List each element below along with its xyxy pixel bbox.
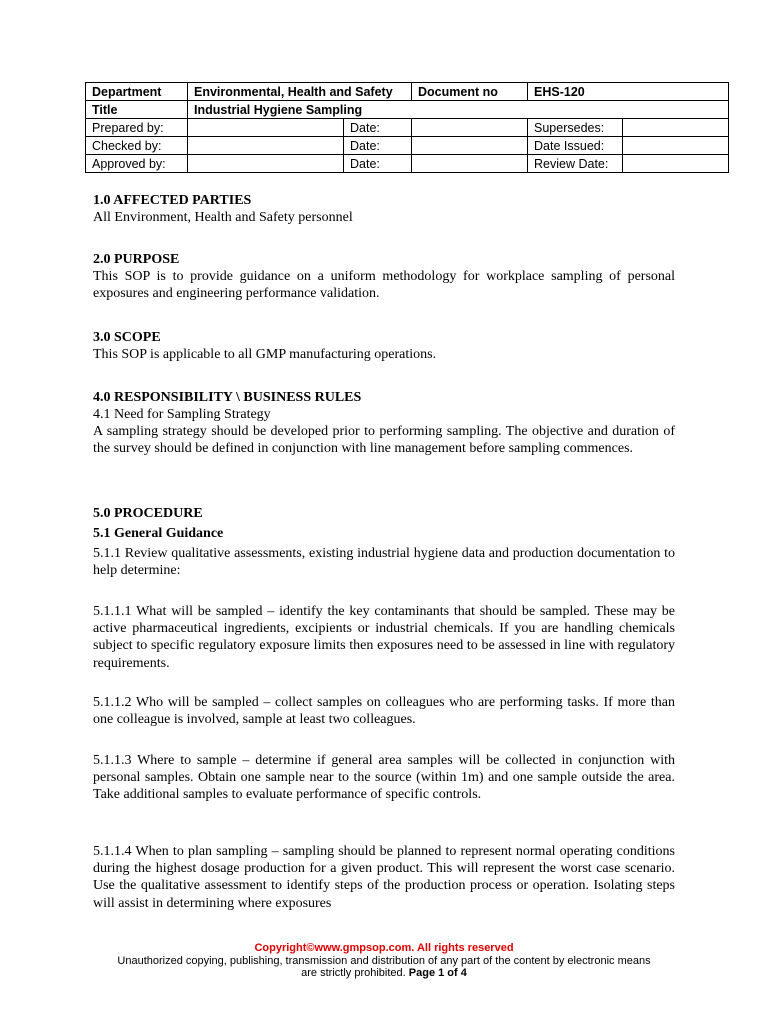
prepared-date-label: Date: (344, 119, 412, 137)
section-scope (93, 329, 675, 363)
supersedes-label: Supersedes: (528, 119, 623, 137)
date-issued-label: Date Issued: (528, 137, 623, 155)
document-header-table (85, 82, 729, 173)
header-row-approved (86, 155, 729, 173)
section-affected-parties (93, 192, 675, 226)
paragraph-5-1-1: 5.1.1 Review qualitative assessments, existing industrial hygiene data and production documentation to help determine: (93, 546, 675, 579)
paragraph-text: 5.1.1.4 When to plan sampling – sampling should be planned to represent normal operating conditions during the highest dosage production for a given product. This will represent the worst case scenario. Use the qualitative assessment to identify steps of the production process or operation. Isolating steps will assist in determining where exposures (93, 844, 675, 911)
paragraph-5-1-1-1 (93, 603, 675, 672)
section-heading: 4.0 RESPONSIBILITY \ BUSINESS RULES (93, 390, 362, 405)
subsection-heading: 5.1 General Guidance (93, 526, 224, 541)
copyright-warning-line-2 (60, 967, 708, 980)
header-row-prepared (86, 119, 729, 137)
header-row-checked (86, 137, 729, 155)
paragraph-text: 5.1.1.2 Who will be sampled – collect samples on colleagues who are performing tasks. If more than one colleague is involved, sample at least two colleagues. (93, 695, 675, 728)
approved-by-value (188, 155, 344, 173)
prepared-by-label: Prepared by: (86, 119, 188, 137)
prohibited-text: are strictly prohibited. (301, 967, 409, 979)
copyright-warning-line: Unauthorized copying, publishing, transmission and distribution of any part of the content by electronic means (117, 954, 651, 967)
header-row-department (86, 83, 729, 101)
supersedes-value (623, 119, 729, 137)
header-row-title (86, 101, 729, 119)
document-no-value: EHS-120 (528, 83, 729, 101)
review-date-value (623, 155, 729, 173)
paragraph-text: 5.1.1.3 Where to sample – determine if general area samples will be collected in conjunction with personal samples. Obtain one sample near to the source (within 1m) and one sample outside the area. Take additional samples to evaluate performance of specific controls. (93, 753, 675, 803)
checked-by-label: Checked by: (86, 137, 188, 155)
checked-date-value (412, 137, 528, 155)
prepared-by-value (188, 119, 344, 137)
paragraph-5-1-1-2 (93, 694, 675, 728)
approved-date-label: Date: (344, 155, 412, 173)
page-number: Page 1 of 4 (408, 967, 467, 979)
section-heading: 2.0 PURPOSE (93, 252, 180, 267)
section-text: This SOP is to provide guidance on a uniform methodology for workplace sampling of personal exposures and engineering performance validation. (93, 269, 675, 302)
section-responsibility (93, 389, 675, 458)
section-text: All Environment, Health and Safety personnel (93, 210, 353, 225)
section-text: A sampling strategy should be developed prior to performing sampling. The objective and duration of the survey should be defined in conjunction with line management before sampling commences. (93, 424, 675, 457)
paragraph-5-1-1-3 (93, 752, 675, 804)
approved-date-value (412, 155, 528, 173)
section-heading: 3.0 SCOPE (93, 330, 161, 345)
paragraph-5-1-1-4 (93, 843, 675, 912)
section-text: This SOP is applicable to all GMP manufacturing operations. (93, 347, 437, 362)
department-value: Environmental, Health and Safety (188, 83, 412, 101)
section-heading: 1.0 AFFECTED PARTIES (93, 193, 252, 208)
date-issued-value (623, 137, 729, 155)
title-value: Industrial Hygiene Sampling (188, 101, 729, 119)
paragraph-text: 5.1.1.1 What will be sampled – identify the key contaminants that should be sampled. These may be active pharmaceutical ingredients, excipients or industrial chemicals. If you are handling chemicals subject to specific regulatory exposure limits then exposures need to be assessed in line with regulatory requirements. (93, 604, 675, 671)
page-footer (60, 942, 708, 980)
checked-date-label: Date: (344, 137, 412, 155)
checked-by-value (188, 137, 344, 155)
section-purpose (93, 251, 675, 302)
subsection-heading: 4.1 Need for Sampling Strategy (93, 407, 271, 422)
section-heading: 5.0 PROCEDURE (93, 506, 203, 521)
document-no-label: Document no (412, 83, 528, 101)
prepared-date-value (412, 119, 528, 137)
title-label: Title (86, 101, 188, 119)
copyright-notice: Copyright©www.gmpsop.com. All rights reserved (254, 942, 514, 954)
department-label: Department (86, 83, 188, 101)
approved-by-label: Approved by: (86, 155, 188, 173)
section-procedure (93, 505, 675, 579)
review-date-label: Review Date: (528, 155, 623, 173)
